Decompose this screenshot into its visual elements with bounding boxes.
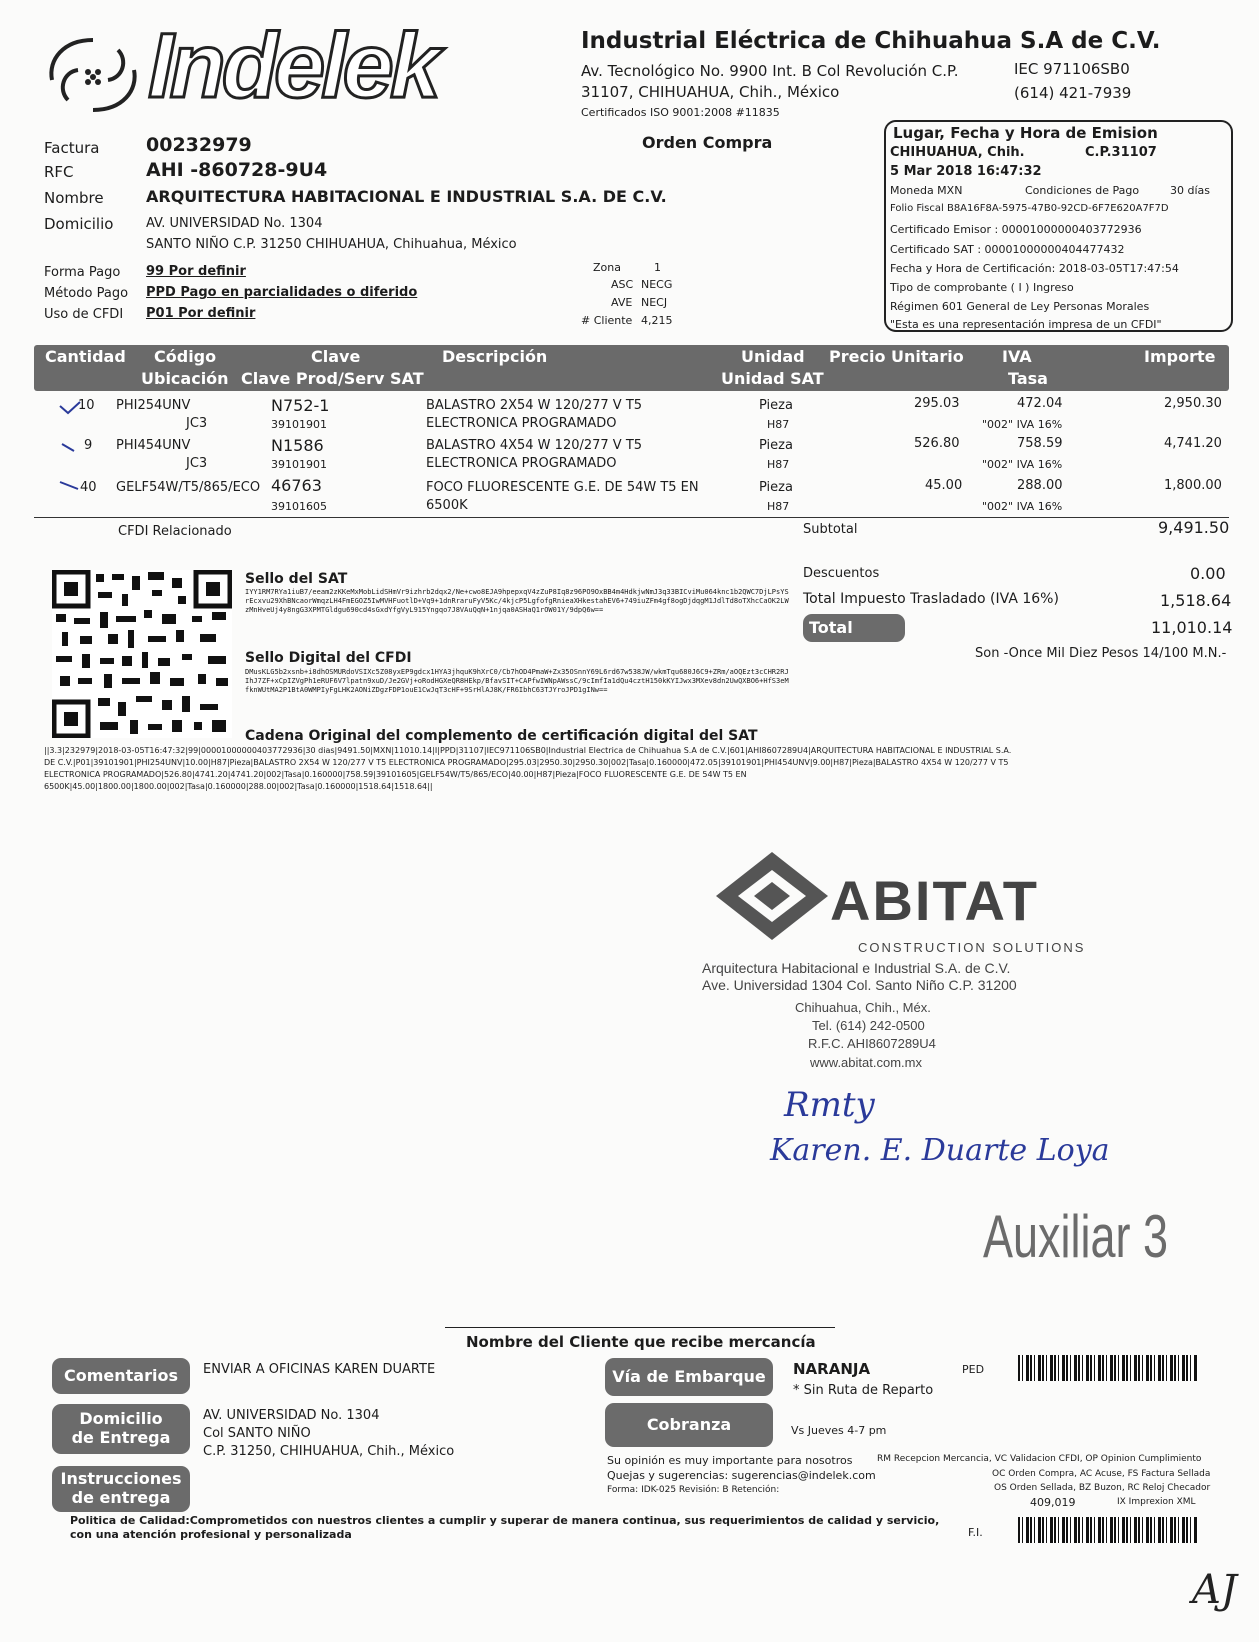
- descuentos-value: 0.00: [1190, 564, 1226, 583]
- codes-line-2: OC Orden Compra, AC Acuse, FS Factura Sellada: [992, 1469, 1211, 1479]
- codes-line-1: RM Recepcion Mercancia, VC Validacion CFDI, OP Opinion Cumplimiento: [877, 1454, 1202, 1464]
- subtotal-label: Subtotal: [803, 522, 858, 537]
- col-ubicacion: Ubicación: [141, 369, 229, 388]
- row-qty: 9: [84, 438, 93, 453]
- cert-emisor: Certificado Emisor : 00001000000403772936: [890, 223, 1142, 236]
- row-desc-2: ELECTRONICA PROGRAMADO: [426, 456, 617, 471]
- impuesto-label: Total Impuesto Trasladado (IVA 16%): [803, 591, 1059, 607]
- signature: Rmty: [784, 1085, 875, 1125]
- table-divider: [34, 517, 1229, 518]
- uso-cfdi-value: P01 Por definir: [146, 306, 256, 321]
- instrucciones-label: [52, 1466, 190, 1512]
- row-code: GELF54W/T5/865/ECO: [116, 480, 261, 495]
- fi-label: F.I.: [968, 1526, 983, 1539]
- fecha-certificacion: Fecha y Hora de Certificación: 2018-03-05T17:47:54: [890, 262, 1179, 275]
- col-iva: IVA: [1002, 347, 1032, 366]
- condiciones-pago-value: 30 días: [1170, 184, 1211, 197]
- row-unit-sat: H87: [767, 458, 790, 471]
- cadena-title: Cadena Original del complemento de certificación digital del SAT: [245, 728, 758, 744]
- handwritten-name: Karen. E. Duarte Loya: [770, 1133, 1110, 1168]
- row-tasa: "002" IVA 16%: [982, 458, 1063, 471]
- metodo-pago-label: Método Pago: [44, 286, 129, 301]
- asc-value: NECG: [641, 278, 673, 291]
- domicilio-line-1: AV. UNIVERSIDAD No. 1304: [146, 216, 323, 231]
- logo-text: Indelek: [148, 15, 438, 117]
- row-unit-sat: H87: [767, 418, 790, 431]
- stamp-line-6: www.abitat.com.mx: [810, 1055, 922, 1070]
- total-letras: Son -Once Mil Diez Pesos 14/100 M.N.-: [975, 646, 1227, 661]
- ave-value: NECJ: [641, 296, 668, 309]
- sello-cfdi-text: DMusKLG5b2xsnb+i8dhOSMURdoVSIXc5Z08yxEP9gdcx1HYA3jhquK9hXrC0/Cb7hOD4PmaW+Zx35OSnnY69L6rd67w538JW/wkmTqu680J6C9+ZRm/aOQEzt3cCHR2RJIhJ7ZF+xCpIZVgPh1eRUF6V7lpatn9xuD/Je2GVj+oRodHGXeQR8HEkp/BfavSIT+CAPfwIWNpAWssC/9cImfIa1dQu4cztH150kKYIJwx3MXev8dn2UwQXBO6+HfS3eMfknWUtMA2P1BtA0WMPIyFgLHK2AONiZDgzFDP1ouE1CwJqT3cHF+9SrHlAJ8K/FR6IbhC63TJYroJPD1gINw==: [245, 668, 789, 694]
- stamp-sub: CONSTRUCTION SOLUTIONS: [858, 940, 1086, 955]
- opinion-line-1: Su opinión es muy importante para nosotros: [607, 1454, 853, 1467]
- cliente-recibe-label: Nombre del Cliente que recibe mercancía: [466, 1333, 816, 1351]
- asc-label: ASC: [611, 278, 634, 291]
- forma-pago-value: 99 Por definir: [146, 264, 246, 279]
- domicilio-label: Domicilio: [44, 215, 114, 233]
- row-unit-sat: H87: [767, 500, 790, 513]
- row-qty: 40: [80, 480, 97, 495]
- impuesto-value: 1,518.64: [1160, 591, 1232, 610]
- instrucciones-line-1: Instrucciones: [60, 1469, 182, 1488]
- domicilio-entrega-1: AV. UNIVERSIDAD No. 1304: [203, 1408, 380, 1423]
- handwritten-initials: AJ: [1192, 1567, 1237, 1613]
- swirl-logo-icon: [38, 30, 148, 120]
- row-price: 45.00: [925, 478, 963, 493]
- cliente-value: 4,215: [641, 314, 673, 327]
- uso-cfdi-label: Uso de CFDI: [44, 307, 124, 322]
- abitat-logo-icon: [712, 848, 832, 948]
- codes-line-4: IX Imprexion XML: [1117, 1497, 1196, 1507]
- company-rfc: IEC 971106SB0: [1014, 60, 1130, 78]
- row-sat: 39101605: [271, 500, 327, 513]
- col-precio: Precio Unitario: [829, 347, 964, 366]
- stamp-line-2: Ave. Universidad 1304 Col. Santo Niño C.P. 31200: [702, 977, 1017, 993]
- moneda: Moneda MXN: [890, 184, 963, 197]
- col-clave-prod: Clave Prod/Serv SAT: [241, 369, 424, 388]
- check-mark-icon: [58, 400, 82, 416]
- codes-number: 409,019: [1030, 1496, 1076, 1509]
- factura-number: 00232979: [146, 134, 252, 156]
- col-codigo: Código: [154, 347, 217, 366]
- row-sat: 39101901: [271, 458, 327, 471]
- emission-datetime: 5 Mar 2018 16:47:32: [890, 164, 1042, 179]
- cadena-line-3: ELECTRONICA PROGRAMADO|526.80|4741.20|4741.20|002|Tasa|0.160000|758.59|39101605|GELF54W/T5/865/ECO|40.00|H87|Pieza|FOCO FLUORESCENTE G.E. DE 54W T5 EN: [44, 770, 747, 779]
- col-unidad: Unidad: [741, 347, 805, 366]
- metodo-pago-value: PPD Pago en parcialidades o diferido: [146, 285, 418, 300]
- rfc-value: AHI -860728-9U4: [146, 159, 328, 181]
- stamp-line-1: Arquitectura Habitacional e Industrial S.A. de C.V.: [702, 960, 1011, 976]
- row-importe: 4,741.20: [1164, 436, 1222, 451]
- row-desc-2: 6500K: [426, 498, 468, 513]
- cadena-line-2: DE C.V.|P01|39101901|PHI254UNV|10.00|H87|Pieza|BALASTRO 2X54 W 120/277 V T5 ELECTRONICA PROGRAMADO|295.03|2950.30|2950.30|002|Tasa|0.160000|472.05|39101901|PHI454UNV|9.00|H87|Pieza|BALASTRO 4X54 W 120/277 V T5: [44, 758, 1009, 767]
- sello-sat-title: Sello del SAT: [245, 571, 348, 587]
- company-address-1: Av. Tecnológico No. 9900 Int. B Col Revolución C.P.: [581, 62, 959, 80]
- cfdi-relacionado: CFDI Relacionado: [118, 524, 232, 539]
- company-name: Industrial Eléctrica de Chihuahua S.A de C.V.: [581, 28, 1161, 54]
- domicilio-line-2: SANTO NIÑO C.P. 31250 CHIHUAHUA, Chihuahua, México: [146, 237, 517, 252]
- row-iva: 758.59: [1017, 436, 1063, 451]
- factura-label: Factura: [44, 139, 100, 157]
- company-phone: (614) 421-7939: [1014, 84, 1132, 102]
- col-clave: Clave: [311, 347, 361, 366]
- domicilio-entrega-line-1: Domicilio: [79, 1409, 163, 1428]
- via-embarque-value: NARANJA: [793, 1360, 871, 1378]
- row-qty: 10: [78, 398, 95, 413]
- row-unit: Pieza: [759, 438, 793, 453]
- row-importe: 2,950.30: [1164, 396, 1222, 411]
- row-code: PHI254UNV: [116, 398, 191, 413]
- table-row: [34, 396, 1229, 436]
- total-label: Total: [803, 614, 905, 642]
- row-sat: 39101901: [271, 418, 327, 431]
- row-desc-1: BALASTRO 2X54 W 120/277 V T5: [426, 398, 643, 413]
- cobranza-label: Cobranza: [605, 1403, 773, 1447]
- via-embarque-label: Vía de Embarque: [605, 1358, 773, 1396]
- row-loc: JC3: [186, 416, 208, 431]
- row-clave: N752-1: [271, 396, 330, 415]
- emission-title: Lugar, Fecha y Hora de Emision: [893, 124, 1158, 142]
- col-descripcion: Descripción: [442, 347, 548, 366]
- check-mark-icon: [60, 442, 80, 454]
- stamp-brand: ABITAT: [830, 869, 1039, 932]
- emission-cp: C.P.31107: [1085, 145, 1157, 160]
- cadena-line-1: ||3.3|232979|2018-03-05T16:47:32|99|00001000000403772936|30 dias|9491.50|MXN|11010.14|I|PPD|31107|IEC971106SB0|Industrial Electrica de Chihuahua S.A de C.V.|601|AHI8607289U4|ARQUITECTURA HABITACIONAL E INDUSTRIAL S.A.: [44, 746, 1012, 755]
- company-address-2: 31107, CHIHUAHUA, Chih., México: [581, 83, 840, 101]
- row-desc-1: FOCO FLUORESCENTE G.E. DE 54W T5 EN: [426, 480, 699, 495]
- company-logo: [38, 15, 508, 130]
- cert-sat: Certificado SAT : 00001000000404477432: [890, 243, 1125, 256]
- signature-line: [445, 1327, 835, 1328]
- nombre-value: ARQUITECTURA HABITACIONAL E INDUSTRIAL S.A. DE C.V.: [146, 187, 667, 206]
- row-iva: 288.00: [1017, 478, 1063, 493]
- forma-pago-label: Forma Pago: [44, 265, 121, 280]
- ruta-value: * Sin Ruta de Reparto: [793, 1383, 934, 1398]
- row-price: 526.80: [914, 436, 960, 451]
- opinion-line-2: Quejas y sugerencias: sugerencias@indelek.com: [607, 1469, 876, 1482]
- regimen: Régimen 601 General de Ley Personas Morales: [890, 300, 1150, 313]
- row-unit: Pieza: [759, 480, 793, 495]
- sello-sat-text: IYY1RM7RYa1iuB7/eeam2zKKeMxMobLidSHmVr9izhrb2dqx2/Ne+cwo8EJA9hpepxqV4zZuP8Iq8z96PO9OxBB4m4HdkjwNmJ3q33BICviMu064knc1b2QWC7DjLPsYSrEcxvu29XhBNcaorWmqzLH4FmEGOZ5IwMVHFuotlD+Vq9+1dnRraruFyV5Kc/4kjcP5LgfofgRnieaXHkestahEV6+749iuZFm4gf8ogDjdqgM1JdlTd8oTXhcCaOK2LWzMnHveUj4y8ngG3XPMTGldgu690cd4sGxdYfgVyL915Yngqo7J8VAuQqN+1njqa0ASHaQ1rOW01Y/9dpQ6w==: [245, 588, 789, 614]
- col-cantidad: Cantidad: [45, 347, 126, 366]
- row-code: PHI454UNV: [116, 438, 191, 453]
- emission-place: CHIHUAHUA, Chih.: [890, 145, 1025, 160]
- domicilio-entrega-line-2: de Entrega: [71, 1428, 171, 1447]
- ped-barcode: [1018, 1355, 1198, 1381]
- cliente-label: # Cliente: [581, 314, 633, 327]
- descuentos-label: Descuentos: [803, 566, 880, 581]
- row-tasa: "002" IVA 16%: [982, 500, 1063, 513]
- rfc-label: RFC: [44, 163, 74, 181]
- zona-label: Zona: [593, 261, 621, 274]
- ave-label: AVE: [611, 296, 633, 309]
- row-iva: 472.04: [1017, 396, 1063, 411]
- tipo-comprobante: Tipo de comprobante ( I ) Ingreso: [890, 281, 1074, 294]
- company-iso: Certificados ISO 9001:2008 #11835: [581, 106, 780, 119]
- codes-line-3: OS Orden Sellada, BZ Buzon, RC Reloj Checador: [994, 1483, 1211, 1493]
- row-clave: N1586: [271, 436, 324, 455]
- doc-type: Orden Compra: [642, 133, 773, 152]
- row-tasa: "002" IVA 16%: [982, 418, 1063, 431]
- fi-barcode: [1018, 1517, 1198, 1543]
- zona-value: 1: [654, 261, 661, 274]
- qr-code-icon: [52, 570, 232, 738]
- auxiliar-stamp: Auxiliar 3: [983, 1203, 1169, 1270]
- cadena-line-4: 6500K|45.00|1800.00|1800.00|002|Tasa|0.160000|288.00|002|Tasa|0.160000|1518.64|1518.64||: [44, 782, 433, 791]
- row-clave: 46763: [271, 476, 322, 495]
- stamp-line-5: R.F.C. AHI8607289U4: [808, 1036, 936, 1051]
- row-loc: JC3: [186, 456, 208, 471]
- comentarios-value: ENVIAR A OFICINAS KAREN DUARTE: [203, 1362, 436, 1377]
- opinion-line-3: Forma: IDK-025 Revisión: B Retención:: [607, 1485, 780, 1495]
- domicilio-entrega-2: Col SANTO NIÑO: [203, 1426, 311, 1441]
- emission-box: [884, 120, 1233, 332]
- row-desc-2: ELECTRONICA PROGRAMADO: [426, 416, 617, 431]
- col-unidad-sat: Unidad SAT: [721, 369, 824, 388]
- row-desc-1: BALASTRO 4X54 W 120/277 V T5: [426, 438, 643, 453]
- politica-line-1: Politica de Calidad:Comprometidos con nuestros clientes a cumplir y superar de manera continua, sus requerimientos de calidad y servicio,: [70, 1514, 940, 1527]
- domicilio-entrega-label: [52, 1404, 190, 1454]
- row-price: 295.03: [914, 396, 960, 411]
- table-row: [34, 476, 1229, 516]
- cfdi-leyenda: "Esta es una representación impresa de un CFDI": [890, 318, 1162, 331]
- row-unit: Pieza: [759, 398, 793, 413]
- stamp-line-3: Chihuahua, Chih., Méx.: [795, 1000, 931, 1015]
- col-tasa: Tasa: [1008, 369, 1048, 388]
- cobranza-value: Vs Jueves 4-7 pm: [791, 1424, 887, 1437]
- condiciones-pago-label: Condiciones de Pago: [1025, 184, 1140, 197]
- col-importe: Importe: [1144, 347, 1216, 366]
- subtotal-value: 9,491.50: [1158, 518, 1230, 537]
- politica-line-2: con una atención profesional y personalizada: [70, 1528, 352, 1541]
- comentarios-label: Comentarios: [52, 1358, 190, 1394]
- sello-cfdi-title: Sello Digital del CFDI: [245, 650, 412, 666]
- instrucciones-line-2: de entrega: [71, 1488, 171, 1507]
- check-mark-icon: [58, 480, 82, 492]
- total-value: 11,010.14: [1151, 618, 1233, 637]
- ped-label: PED: [962, 1363, 985, 1376]
- row-importe: 1,800.00: [1164, 478, 1222, 493]
- folio-fiscal: Folio Fiscal B8A16F8A-5975-47B0-92CD-6F7E620A7F7D: [890, 203, 1169, 214]
- table-row: [34, 436, 1229, 476]
- nombre-label: Nombre: [44, 189, 104, 207]
- stamp-line-4: Tel. (614) 242-0500: [812, 1018, 925, 1033]
- domicilio-entrega-3: C.P. 31250, CHIHUAHUA, Chih., México: [203, 1444, 455, 1459]
- table-header: [34, 345, 1229, 391]
